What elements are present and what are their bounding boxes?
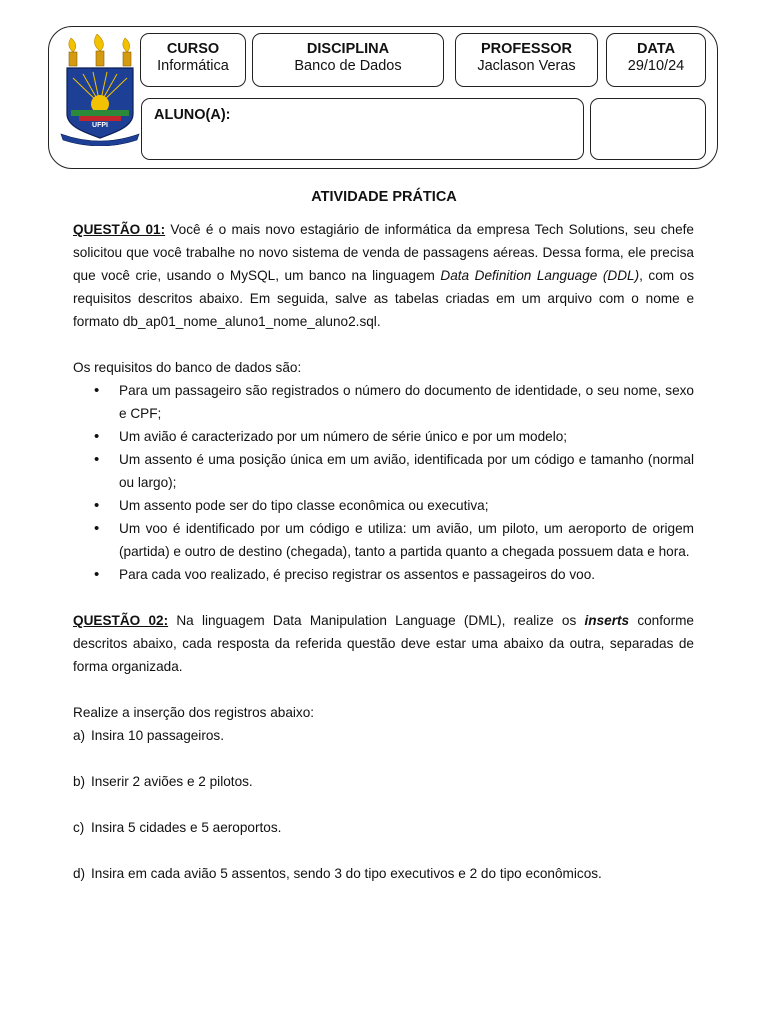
discipline-label: DISCIPLINA [306,41,390,57]
list-item: • Um assento pode ser do tipo classe econômica ou executiva; [73,494,694,517]
ufpi-logo-icon [57,34,143,146]
list-item: • Um assento é uma posição única em um avião, identificada por um código e tamanho (normal ou largo); [73,448,694,494]
question-1-label: QUESTÃO 01: [73,222,166,237]
insert-text: Insira em cada avião 5 assentos, sendo 3 do tipo executivos e 2 do tipo econômicos. [91,866,602,881]
question-2-text-b: conforme descritos abaixo, cada resposta da referida questão deve estar uma abaixo da outra, separadas de forma organizada. [73,613,694,674]
page-title: ATIVIDADE PRÁTICA [311,189,457,205]
question-2-text-a: Na linguagem Data Manipulation Language (DML), realize os [168,613,585,628]
discipline-box [252,33,444,87]
professor-label: PROFESSOR [480,41,573,57]
insert-letter: c) [73,820,85,835]
list-item: • Para cada voo realizado, é preciso registrar os assentos e passageiros do voo. [73,563,694,586]
insert-text: Insira 5 cidades e 5 aeroportos. [91,820,282,835]
course-value: Informática [157,58,229,74]
insert-item [73,770,694,793]
list-item: • Para um passageiro são registrados o número do documento de identidade, o seu nome, sexo e CPF; [73,379,694,425]
question-2 [73,609,694,678]
insert-text: Insira 10 passageiros. [91,728,224,743]
inserts-intro: Realize a inserção dos registros abaixo: [73,705,315,720]
requirements-intro: Os requisitos do banco de dados são: [73,360,302,375]
question-1-text-italic: Data Definition Language (DDL) [440,268,640,283]
requirements-list [73,379,694,586]
insert-letter: d) [73,866,86,881]
grade-box[interactable] [590,98,706,160]
discipline-value: Banco de Dados [294,58,402,74]
insert-text: Inserir 2 aviões e 2 pilotos. [91,774,253,789]
course-label: CURSO [166,41,220,57]
document-body [73,218,694,885]
student-name-field[interactable] [141,98,584,160]
insert-letter: b) [73,774,86,789]
question-2-label: QUESTÃO 02: [73,613,169,628]
question-2-text-bold-italic: inserts [584,613,630,628]
date-label: DATA [636,41,676,57]
question-1-text-a: Você é o mais novo estagiário de informática da empresa Tech Solutions, seu chefe solicitou que você trabalhe no novo sistema de venda de passagens aéreas. Dessa forma, ele precisa que você crie, usando o MySQL, um banco na linguagem [73,222,694,283]
question-1 [73,218,694,333]
student-label: ALUNO(A): [154,107,231,123]
professor-box [455,33,598,87]
insert-item [73,816,694,839]
insert-item [73,724,694,747]
question-1-text-b: , com os requisitos descritos abaixo. Em seguida, salve as tabelas criadas em um arquivo com o nome e formato db_ap01_nome_aluno1_nome_aluno2.sql. [73,268,694,329]
professor-value: Jaclason Veras [477,58,576,74]
list-item: • Um avião é caracterizado por um número de série único e por um modelo; [73,425,694,448]
date-box [606,33,706,87]
list-item: • Um voo é identificado por um código e utiliza: um avião, um piloto, um aeroporto de origem (partida) e outro de destino (chegada), tanto a partida quanto a chegada possuem data e hora. [73,517,694,563]
course-box [140,33,246,87]
date-value: 29/10/24 [627,58,685,74]
insert-letter: a) [73,728,86,743]
logo-text: UFPI [92,122,108,129]
insert-item [73,862,694,885]
